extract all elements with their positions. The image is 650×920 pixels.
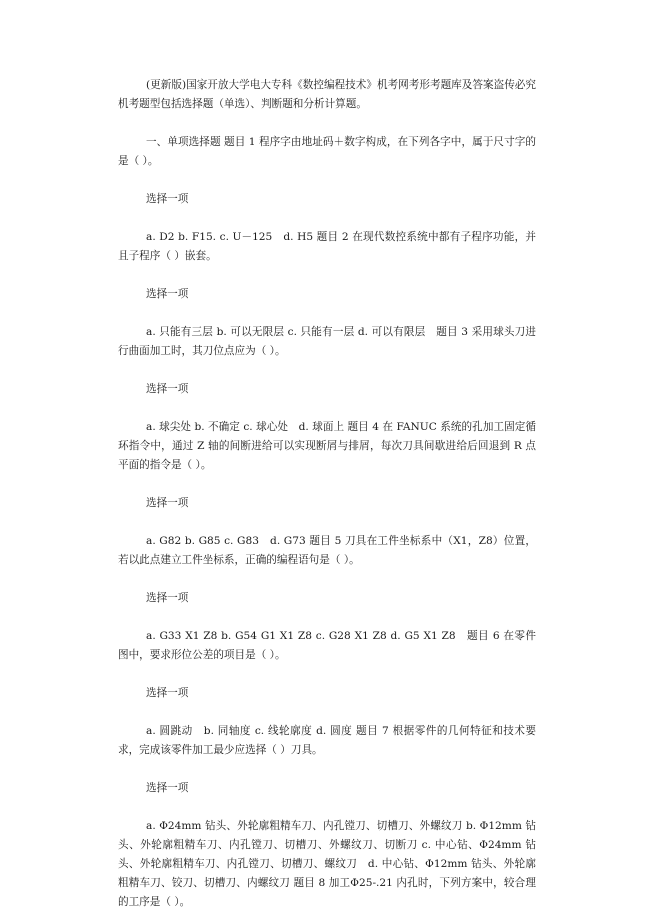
choose-label: 选择一项 [146,193,189,205]
options-block: a. Φ24mm 钻头、外轮廓粗精车刀、内孔镗刀、切槽刀、外螺纹刀 b. Φ12mm 钻头、外轮廓粗精车刀、内孔镗刀、切槽刀、外螺纹刀、切断刀 c. 中心钻、Φ24mm 钻头、外轮廓粗精车刀、内孔镗刀、切槽刀、螺纹刀 d. 中心钻、Φ12mm 钻头、外轮廓粗精车刀、铰刀、切槽刀、内螺纹刀 题目 8 加工Φ25-.21 内孔时，下列方案中，较合理的工序是（ ）。 [118,820,536,908]
choose-label: 选择一项 [146,592,189,604]
choose-label: 选择一项 [146,782,189,794]
section-1-question-1: 一、单项选择题 题目 1 程序字由地址码＋数字构成，在下列各字中，属于尺寸字的是（ ）。 [118,136,536,167]
choose-label: 选择一项 [146,687,189,699]
options-block: a. G82 b. G85 c. G83 d. G73 题目 5 刀具在工件坐标系中（X1，Z8）位置，若以此点建立工件坐标系，正确的编程语句是（ ）。 [118,535,536,566]
intro-paragraph: (更新版)国家开放大学电大专科《数控编程技术》机考网考形考题库及答案盗传必究 机考题型包括选择题（单选）、判断题和分析计算题。 [118,79,536,110]
choose-label: 选择一项 [146,288,189,300]
options-block: a. D2 b. F15. c. U－125 d. H5 题目 2 在现代数控系统中都有子程序功能，并且子程序（ ）嵌套。 [118,231,536,262]
options-block: a. G33 X1 Z8 b. G54 G1 X1 Z8 c. G28 X1 Z8 d. G5 X1 Z8 题目 6 在零件图中，要求形位公差的项目是（ ）。 [118,630,536,661]
options-block: a. 只能有三层 b. 可以无限层 c. 只能有一层 d. 可以有限层 题目 3 采用球头刀进行曲面加工时，其刀位点应为（ ）。 [118,326,536,357]
options-block: a. 球尖处 b. 不确定 c. 球心处 d. 球面上 题目 4 在 FANUC 系统的孔加工固定循环指令中，通过 Z 轴的间断进给可以实现断屑与排屑，每次刀具间歇进给后回退到 R 点平面的指令是（ ）。 [118,421,536,471]
options-block: a. 圆跳动 b. 同轴度 c. 线轮廓度 d. 圆度 题目 7 根据零件的几何特征和技术要求，完成该零件加工最少应选择（ ）刀具。 [118,725,536,756]
document-page [118,76,536,912]
choose-label: 选择一项 [146,383,189,395]
choose-label: 选择一项 [146,497,189,509]
